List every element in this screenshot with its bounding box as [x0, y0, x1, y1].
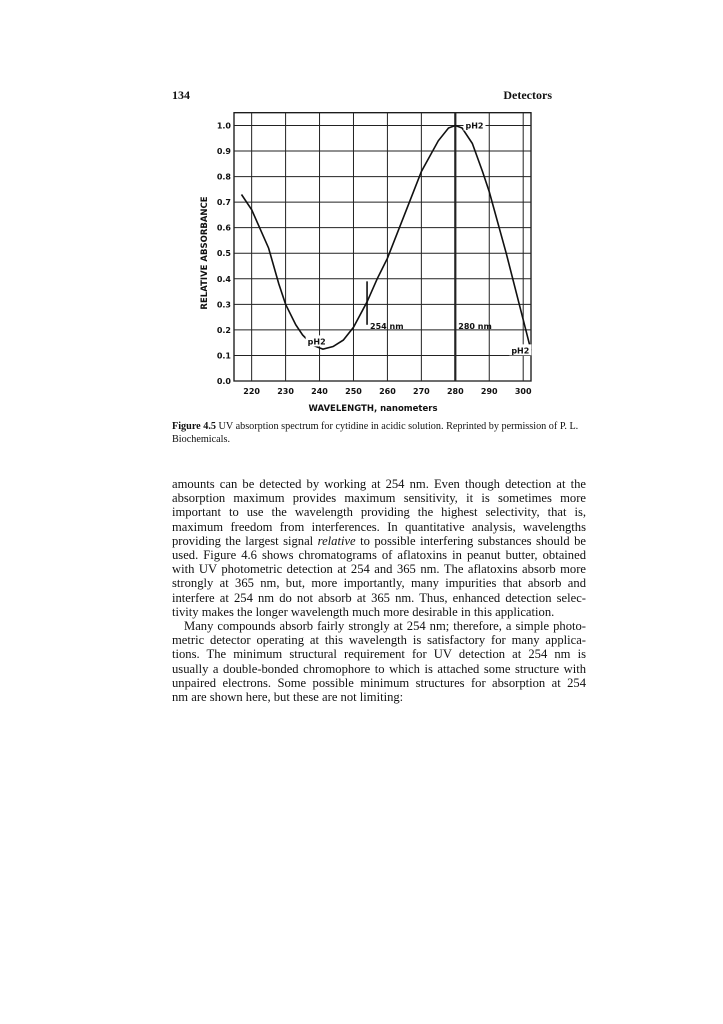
text-line: [172, 534, 586, 548]
y-tick-label: 1.0: [216, 121, 231, 131]
text-line: Many compounds absorb fairly strongly at 254 nm; therefore, a simple photo-: [184, 619, 586, 634]
x-tick-label: 300: [514, 387, 532, 396]
y-tick-label: 0.9: [216, 147, 231, 157]
text-line: strongly at 365 nm, but, more importantly, many impurities that absorb and: [172, 576, 586, 591]
x-tick-label: 260: [379, 387, 396, 396]
y-tick-label: 0.1: [216, 351, 231, 361]
uv-spectrum-chart: [0, 0, 723, 420]
text-line: tivity makes the longer wavelength much more desirable in this application.: [172, 604, 555, 619]
text-span: to possible interfering substances should be: [355, 533, 586, 548]
marker-label-280nm: 280 nm: [458, 321, 492, 331]
italic-span: relative: [317, 533, 356, 548]
y-tick-label: 0.8: [216, 172, 231, 182]
text-span: providing the largest signal: [172, 533, 318, 548]
y-tick-label: 0.2: [216, 325, 231, 335]
markers: [306, 119, 532, 355]
x-tick-label: 280: [446, 387, 464, 396]
text-line: tions. The minimum structural requirement for UV detection at 254 nm is: [172, 647, 586, 662]
caption-label: Figure 4.5: [172, 421, 216, 432]
plot-frame: [234, 113, 531, 381]
running-title: Detectors: [503, 88, 552, 102]
figure-caption: [172, 420, 586, 446]
y-tick-label: 0.3: [216, 300, 231, 310]
annotation-ph2: pH2: [511, 346, 530, 356]
grid: [234, 113, 531, 381]
page-number: 134: [172, 88, 190, 102]
series-line-ph2: [242, 126, 532, 351]
text-line: absorption maximum provides maximum sensitivity, it is sometimes more: [172, 491, 586, 506]
x-tick-label: 230: [277, 387, 294, 396]
text-line: interfere at 254 nm do not absorb at 365 nm. Thus, enhanced detection selec-: [172, 590, 586, 605]
caption-text: UV absorption spectrum for cytidine in acidic solution. Reprinted by permission of P. L. Biochemicals.: [172, 421, 579, 445]
text-line: important to use the wavelength providing the highest selectivity, that is,: [172, 505, 586, 520]
y-tick-label: 0.0: [216, 377, 231, 386]
text-line: nm are shown here, but these are not limiting:: [172, 690, 404, 705]
y-tick-label: 0.6: [216, 223, 231, 233]
text-line: amounts can be detected by working at 254 nm. Even though detection at the: [172, 477, 586, 491]
tick-labels: [217, 121, 532, 396]
x-tick-label: 220: [243, 387, 261, 396]
x-axis-label: WAVELENGTH, nanometers: [308, 404, 438, 414]
text-line: usually a double-bonded chromophore to which is attached some structure with: [172, 661, 586, 676]
x-tick-label: 250: [345, 387, 362, 396]
x-tick-label: 290: [480, 387, 498, 396]
annotation-ph2: pH2: [307, 337, 326, 347]
y-axis-label: RELATIVE ABSORBANCE: [200, 196, 210, 310]
marker-label-254nm: 254 nm: [370, 321, 404, 331]
text-line: metric detector operating at this wavelength is satisfactory for many applica-: [172, 633, 586, 648]
annotation-ph2: pH2: [465, 121, 484, 131]
x-tick-label: 240: [311, 387, 328, 396]
text-line: with UV photometric detection at 254 and 365 nm. The aflatoxins absorb more: [172, 562, 586, 577]
y-tick-label: 0.4: [216, 274, 231, 284]
y-tick-label: 0.7: [216, 198, 231, 208]
text-line: maximum freedom from interferences. In quantitative analysis, wavelengths: [172, 519, 586, 534]
x-tick-label: 270: [413, 387, 430, 396]
body-text: [172, 477, 586, 704]
y-tick-label: 0.5: [216, 249, 231, 259]
text-line: unpaired electrons. Some possible minimum structures for absorption at 254: [172, 675, 586, 690]
text-line: used. Figure 4.6 shows chromatograms of aflatoxins in peanut butter, obtained: [172, 548, 586, 563]
